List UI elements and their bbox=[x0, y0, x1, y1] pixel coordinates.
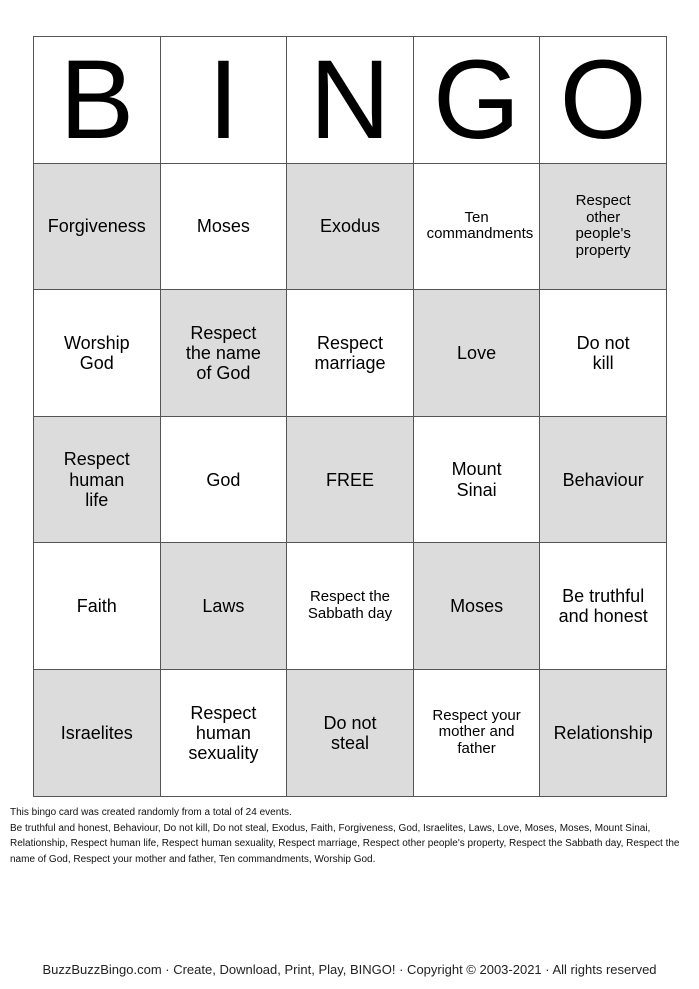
bingo-cell[interactable] bbox=[540, 290, 667, 417]
bingo-cell[interactable]: Laws bbox=[160, 543, 287, 670]
bingo-cell[interactable] bbox=[413, 163, 540, 290]
cell-text: Be truthful and honest bbox=[558, 586, 648, 627]
bingo-cell[interactable]: Faith bbox=[34, 543, 161, 670]
bingo-cell[interactable]: Moses bbox=[413, 543, 540, 670]
footer-copyright: BuzzBuzzBingo.com · Create, Download, Print, Play, BINGO! · Copyright © 2003-2021 · All rights reserved bbox=[42, 962, 657, 977]
cell-text: Respect the Sabbath day bbox=[307, 588, 393, 623]
bingo-cell[interactable]: Exodus bbox=[287, 163, 414, 290]
bingo-cell[interactable] bbox=[160, 669, 287, 796]
header-letter-g: G bbox=[413, 37, 540, 164]
cell-text: Respect your mother and father bbox=[432, 706, 521, 758]
bingo-cell[interactable] bbox=[34, 416, 161, 543]
bingo-cell[interactable]: Israelites bbox=[34, 669, 161, 796]
cell-text: Mount Sinai bbox=[451, 459, 502, 500]
card-info bbox=[10, 805, 690, 867]
bingo-card bbox=[33, 36, 667, 797]
bingo-cell[interactable]: Love bbox=[413, 290, 540, 417]
bingo-cell[interactable] bbox=[287, 669, 414, 796]
bingo-cell[interactable] bbox=[287, 543, 414, 670]
bingo-cell[interactable]: Forgiveness bbox=[34, 163, 161, 290]
bingo-row bbox=[34, 416, 667, 543]
bingo-cell[interactable] bbox=[160, 290, 287, 417]
cell-text: Respect the name of God bbox=[185, 322, 261, 384]
cell-text: Respect human sexuality bbox=[188, 702, 259, 763]
bingo-cell[interactable] bbox=[540, 163, 667, 290]
bingo-row bbox=[34, 290, 667, 417]
cell-text: Respect human life bbox=[63, 449, 130, 510]
free-space[interactable]: FREE bbox=[287, 416, 414, 543]
cell-text: Respect other people's property bbox=[575, 191, 631, 260]
card-summary: This bingo card was created randomly from a total of 24 events. bbox=[10, 807, 292, 818]
bingo-cell[interactable] bbox=[413, 416, 540, 543]
bingo-cell[interactable] bbox=[413, 669, 540, 796]
bingo-cell[interactable] bbox=[287, 290, 414, 417]
cell-text: Ten commandments bbox=[426, 208, 534, 243]
bingo-row bbox=[34, 669, 667, 796]
bingo-cell[interactable]: Moses bbox=[160, 163, 287, 290]
bingo-row bbox=[34, 163, 667, 290]
header-letter-b: B bbox=[34, 37, 161, 164]
bingo-cell[interactable] bbox=[34, 290, 161, 417]
event-list: Be truthful and honest, Behaviour, Do not kill, Do not steal, Exodus, Faith, Forgiveness, God, Israelites, Laws, Love, Moses, Moses, Mount Sinai, Relationship, Respect human life, Respect human sexuality, Respect marriage, Respect other people's property, Respect the Sabbath day, Respect the name of God, Respect your mother and father, Ten commandments, Worship God. bbox=[10, 822, 680, 865]
cell-text: Do not kill bbox=[576, 332, 630, 373]
bingo-cell[interactable]: God bbox=[160, 416, 287, 543]
cell-text: Do not steal bbox=[323, 712, 377, 753]
cell-text: Respect marriage bbox=[314, 332, 386, 373]
bingo-cell[interactable] bbox=[540, 543, 667, 670]
header-letter-i: I bbox=[160, 37, 287, 164]
bingo-cell[interactable]: Relationship bbox=[540, 669, 667, 796]
header-letter-n: N bbox=[287, 37, 414, 164]
header-row bbox=[34, 37, 667, 164]
cell-text: Worship God bbox=[63, 332, 130, 373]
bingo-cell[interactable]: Behaviour bbox=[540, 416, 667, 543]
bingo-row bbox=[34, 543, 667, 670]
header-letter-o: O bbox=[540, 37, 667, 164]
